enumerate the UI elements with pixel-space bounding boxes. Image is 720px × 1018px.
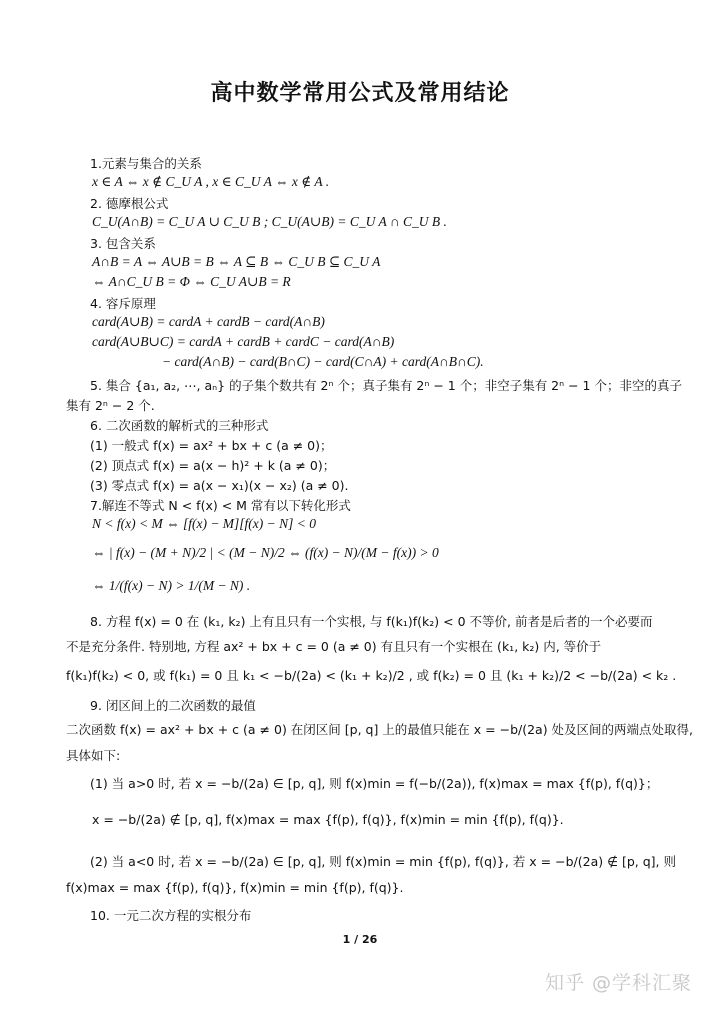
watermark: 知乎 @学科汇聚 [544,972,692,994]
s2-formula: C_U(A∩B) = C_U A ∪ C_U B ; C_U(A∪B) = C_U A ∩ C_U B . [92,214,447,229]
s6-vertex-form: (2) 顶点式 f(x) = a(x − h)² + k (a ≠ 0)； [90,458,336,473]
s4-heading: 4. 容斥原理 [90,296,156,311]
s9-case-1: (1) 当 a>0 时, 若 x = −b/(2a) ∈ [p, q], 则 f(x)min = f(−b/(2a)), f(x)max = max {f(p), f(q)}； [90,776,659,791]
s1-formula: x ∈ A ⇔ x ∉ C_U A , x ∈ C_U A ⇔ x ∉ A . [92,174,330,189]
s5-line-2: 集有 2ⁿ − 2 个. [66,398,155,413]
s8-line-3: f(k₁)f(k₂) < 0, 或 f(k₁) = 0 且 k₁ < −b/(2a) < (k₁ + k₂)/2 , 或 f(k₂) = 0 且 (k₁ + k₂)/2 < −b/(2a) < k₂ . [66,668,677,683]
s9-heading: 9. 闭区间上的二次函数的最值 [90,698,256,713]
s5-line-1: 5. 集合 {a₁, a₂, ⋯, aₙ} 的子集个数共有 2ⁿ 个；真子集有 2ⁿ − 1 个；非空子集有 2ⁿ − 1 个；非空的真子 [90,378,682,393]
s2-heading: 2. 德摩根公式 [90,196,169,211]
s6-general-form: (1) 一般式 f(x) = ax² + bx + c (a ≠ 0)； [90,438,333,453]
s4-formula-3: − card(A∩B) − card(B∩C) − card(C∩A) + card(A∩B∩C). [162,354,484,369]
s3-heading: 3. 包含关系 [90,236,156,251]
s9-case-2: (2) 当 a<0 时, 若 x = −b/(2a) ∈ [p, q], 则 f(x)min = min {f(p), f(q)}, 若 x = −b/(2a) ∉ [p, q], 则 [90,854,676,869]
s6-heading: 6. 二次函数的解析式的三种形式 [90,418,269,433]
s3-formula-1: A∩B = A ⇔ A∪B = B ⇔ A ⊆ B ⇔ C_U B ⊆ C_U A [92,254,381,269]
s7-formula-3: ⇔ 1/(f(x) − N) > 1/(M − N) . [92,578,251,593]
s4-formula-1: card(A∪B) = cardA + cardB − card(A∩B) [92,314,325,329]
page-title: 高中数学常用公式及常用结论 [210,81,510,106]
s10-heading: 10. 一元二次方程的实根分布 [90,908,252,923]
s9-case-1b: x = −b/(2a) ∉ [p, q], f(x)max = max {f(p), f(q)}, f(x)min = min {f(p), f(q)}. [92,812,564,827]
s1-heading: 1.元素与集合的关系 [90,156,202,171]
s6-zero-form: (3) 零点式 f(x) = a(x − x₁)(x − x₂) (a ≠ 0). [90,478,349,493]
s7-formula-2: ⇔ | f(x) − (M + N)/2 | < (M − N)/2 ⇔ (f(x) − N)/(M − f(x)) > 0 [92,545,439,560]
s7-formula-1: N < f(x) < M ⇔ [f(x) − M][f(x) − N] < 0 [92,516,317,531]
s7-heading: 7.解连不等式 N < f(x) < M 常有以下转化形式 [90,498,351,513]
s9-case-2b: f(x)max = max {f(p), f(q)}, f(x)min = min {f(p), f(q)}. [66,880,404,895]
s9-line-1: 二次函数 f(x) = ax² + bx + c (a ≠ 0) 在闭区间 [p, q] 上的最值只能在 x = −b/(2a) 处及区间的两端点处取得, [66,722,694,737]
s8-line-2: 不是充分条件. 特别地, 方程 ax² + bx + c = 0 (a ≠ 0) 有且只有一个实根在 (k₁, k₂) 内, 等价于 [66,639,602,654]
s9-line-2: 具体如下: [66,748,121,763]
page-number: 1 / 26 [342,933,378,946]
s3-formula-2: ⇔ A∩C_U B = Φ ⇔ C_U A∪B = R [92,274,291,289]
s8-line-1: 8. 方程 f(x) = 0 在 (k₁, k₂) 上有且只有一个实根, 与 f(k₁)f(k₂) < 0 不等价, 前者是后者的一个必要而 [90,614,653,629]
s4-formula-2: card(A∪B∪C) = cardA + cardB + cardC − card(A∩B) [92,334,395,349]
